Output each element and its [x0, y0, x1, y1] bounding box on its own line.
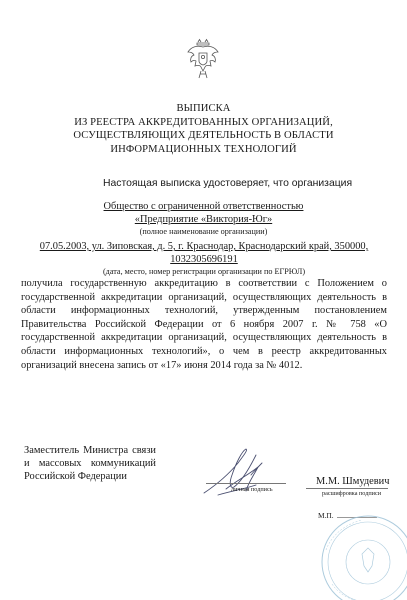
body-paragraph: получила государственную аккредитацию в соответствии с Положением о государственной аккредитации организаций, осуществляющих деятельность в области информационных технологий, утвержденным постановлением Правительства Российской Федерации от 6 ноября 2007 г. № 758 «О государственной аккредитации организаций, осуществляющих деятельность в области информационных технологий», о чем в реестр аккредитованных организаций внесена запись от «17» июня 2014 года за № 4012. — [21, 278, 387, 371]
signature-line — [206, 483, 286, 484]
document-title — [40, 102, 367, 156]
title-line: ИНФОРМАЦИОННЫХ ТЕХНОЛОГИЙ — [110, 143, 297, 155]
organization-name-line: «Предприятие «Виктория-Юг» — [134, 213, 273, 225]
title-line: ОСУЩЕСТВЛЯЮЩИХ ДЕЯТЕЛЬНОСТЬ В ОБЛАСТИ — [73, 130, 334, 142]
coat-of-arms-icon — [186, 38, 220, 80]
registration-number: 1032305696191 — [170, 253, 238, 265]
organization-block — [60, 201, 347, 237]
signer-position: Заместитель Министра связи и массовых коммуникаций Российской Федерации — [24, 445, 156, 482]
stamp-label: М.П. — [318, 511, 334, 520]
organization-name-caption: (полное наименование организации) — [139, 227, 268, 237]
intro-text: Настоящая выписка удостоверяет, что организация — [103, 178, 353, 189]
title-line: ИЗ РЕЕСТРА АККРЕДИТОВАННЫХ ОРГАНИЗАЦИЙ, — [74, 116, 333, 128]
name-caption: расшифровка подписи — [322, 490, 382, 497]
name-line — [306, 488, 388, 489]
signature-caption: личная подпись — [231, 486, 273, 493]
registration-line: 07.05.2003, ул. Зиповская, д. 5, г. Краснодар, Краснодарский край, 350000, — [39, 241, 369, 252]
organization-name-line: Общество с ограниченной ответственностью — [103, 201, 304, 212]
official-stamp — [306, 500, 407, 600]
signer-name: М.М. Шмудевич — [316, 476, 390, 487]
registration-caption: (дата, место, номер регистрации организации по ЕГРЮЛ) — [102, 267, 306, 277]
title-line: ВЫПИСКА — [176, 103, 231, 114]
registration-block — [18, 241, 390, 277]
